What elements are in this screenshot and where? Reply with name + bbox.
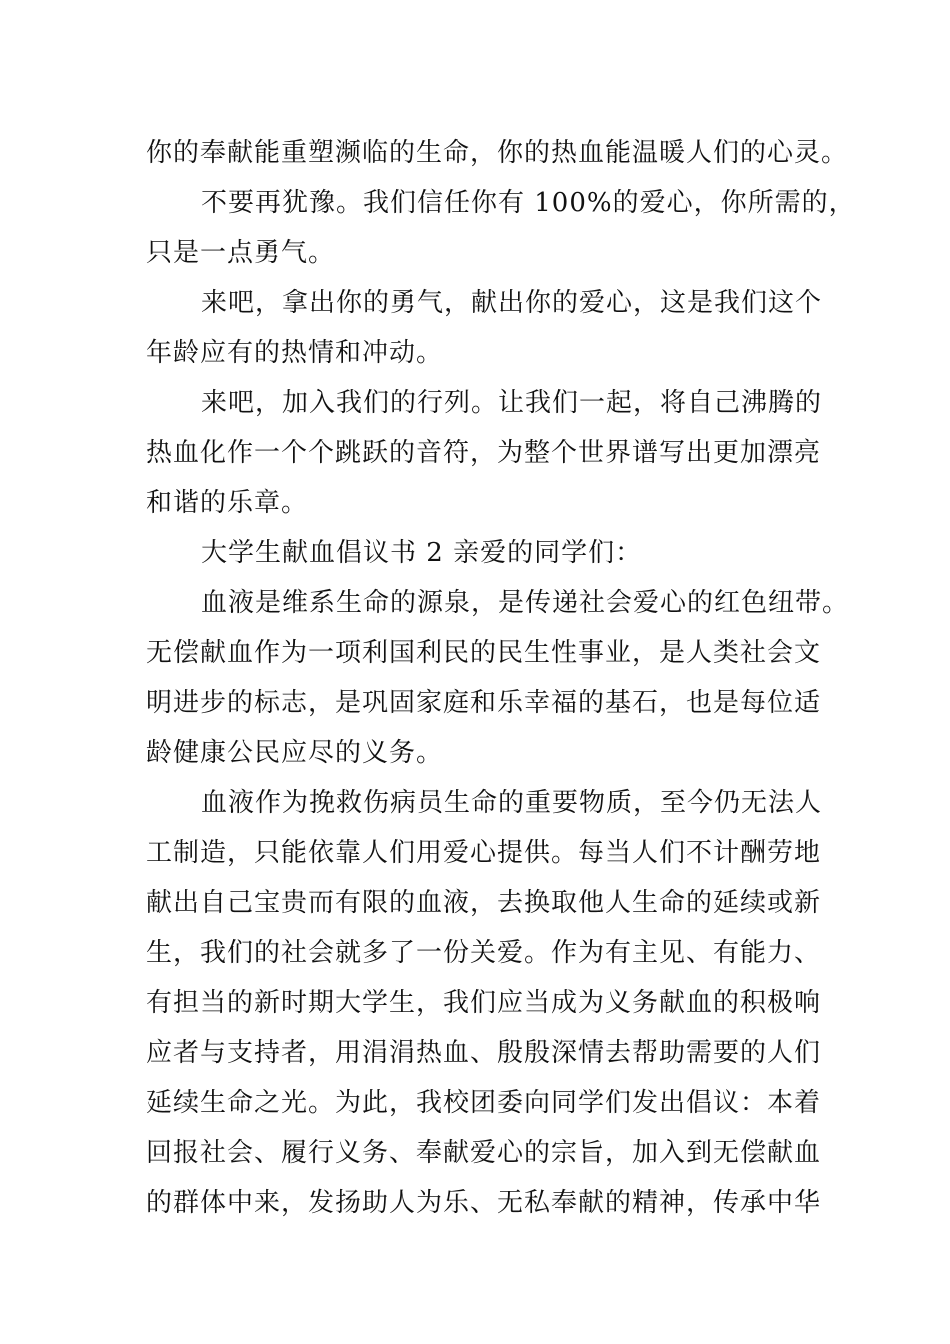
text-line: 来吧，拿出你的勇气，献出你的爱心，这是我们这个 xyxy=(201,288,823,318)
text-line: 明进步的标志，是巩固家庭和乐幸福的基石，也是每位适 xyxy=(146,688,822,718)
text-line: 你的奉献能重塑濒临的生命，你的热血能温暖人们的心灵。 xyxy=(146,138,849,168)
text-line: 血液是维系生命的源泉，是传递社会爱心的红色纽带。 xyxy=(201,588,850,618)
text-line: 无偿献血作为一项利国利民的民生性事业，是人类社会文 xyxy=(146,638,822,668)
text-line: 回报社会、履行义务、奉献爱心的宗旨，加入到无偿献血 xyxy=(146,1138,822,1168)
text-line: 生，我们的社会就多了一份关爱。作为有主见、有能力、 xyxy=(146,938,822,968)
text-line: 有担当的新时期大学生，我们应当成为义务献血的积极响 xyxy=(146,988,822,1018)
text-line: 血液作为挽救伤病员生命的重要物质，至今仍无法人 xyxy=(201,788,823,818)
text-line: 来吧，加入我们的行列。让我们一起，将自己沸腾的 xyxy=(201,388,823,418)
text-line: 年龄应有的热情和冲动。 xyxy=(146,338,444,368)
text-line: 的群体中来，发扬助人为乐、无私奉献的精神，传承中华 xyxy=(146,1188,822,1218)
text-line: 献出自己宝贵而有限的血液，去换取他人生命的延续或新 xyxy=(146,888,822,918)
text-line: 龄健康公民应尽的义务。 xyxy=(146,738,444,768)
text-line: 工制造，只能依靠人们用爱心提供。每当人们不计酬劳地 xyxy=(146,838,822,868)
text-line: 和谐的乐章。 xyxy=(146,488,309,518)
text-line: 不要再犹豫。我们信任你有 100%的爱心，你所需的， xyxy=(201,188,856,218)
text-line: 热血化作一个个跳跃的音符，为整个世界谱写出更加漂亮 xyxy=(146,438,822,468)
text-line: 延续生命之光。为此，我校团委向同学们发出倡议：本着 xyxy=(146,1088,822,1118)
text-line: 应者与支持者，用涓涓热血、殷殷深情去帮助需要的人们 xyxy=(146,1038,822,1068)
text-line: 大学生献血倡议书 2 亲爱的同学们： xyxy=(201,538,643,568)
text-line: 只是一点勇气。 xyxy=(146,238,336,268)
document-body xyxy=(146,128,856,1228)
